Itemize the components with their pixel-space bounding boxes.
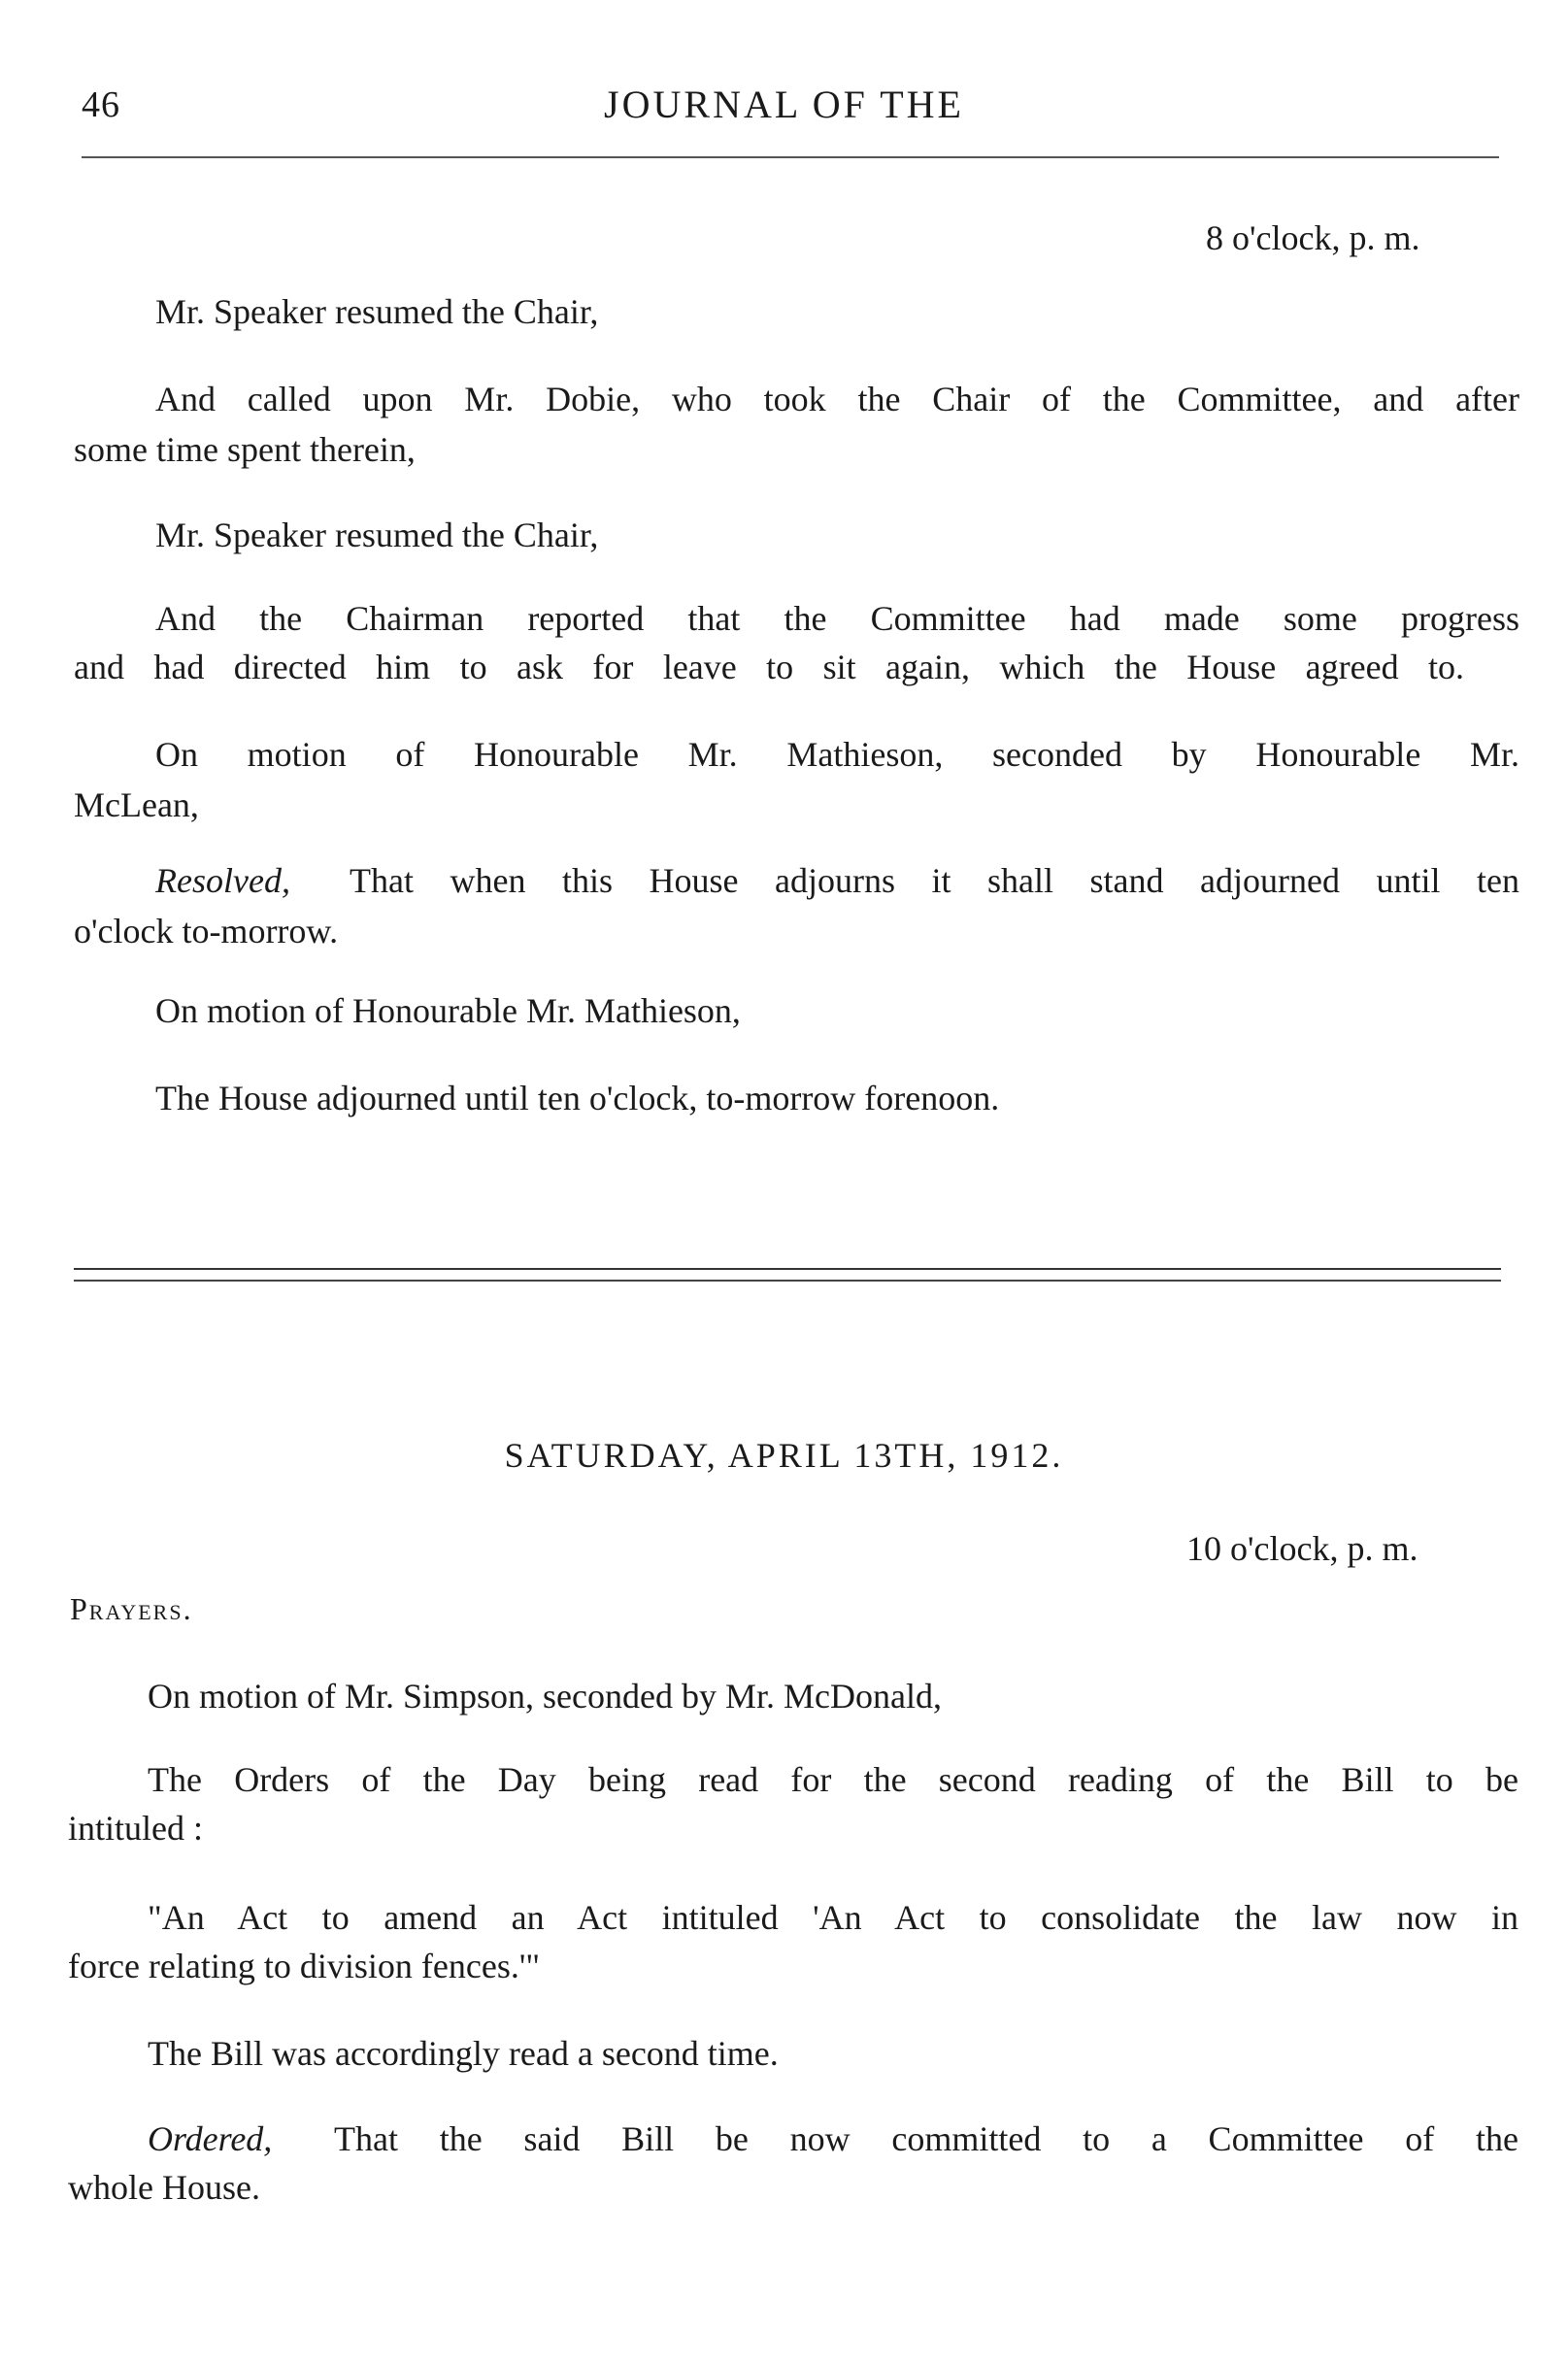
ordered-line2: whole House. <box>68 2168 260 2207</box>
prayers-heading: Prayers. <box>70 1591 193 1626</box>
resolved-line1: That when this House adjourns it shall stand adjourned until ten <box>350 861 1519 900</box>
paragraph-orders-line2: intituled : <box>68 1809 203 1848</box>
ordered-label: Ordered, <box>148 2119 273 2158</box>
resolved-label: Resolved, <box>155 861 290 900</box>
resolved-line2: o'clock to-morrow. <box>74 912 339 950</box>
paragraph-chairman-line1: And the Chairman reported that the Committee had made some progress <box>155 599 1519 638</box>
paragraph-speaker-resumed: Mr. Speaker resumed the Chair, <box>155 292 599 331</box>
paragraph-second-reading: The Bill was accordingly read a second time. <box>148 2034 779 2073</box>
section-divider-bottom <box>74 1280 1501 1282</box>
paragraph-house-adjourned: The House adjourned until ten o'clock, to-morrow forenoon. <box>155 1079 1000 1117</box>
section-divider-top <box>74 1268 1501 1270</box>
paragraph-act-title-line2: force relating to division fences.'" <box>68 1947 541 1985</box>
page-number: 46 <box>82 84 120 125</box>
paragraph-motion-mathieson-line2: McLean, <box>74 785 199 824</box>
sitting-time: 8 o'clock, p. m. <box>1206 218 1420 257</box>
paragraph-chairman-line2: and had directed him to ask for leave to sit again, which the House agreed to. <box>74 648 1464 686</box>
sitting-date: SATURDAY, APRIL 13TH, 1912. <box>504 1436 1064 1475</box>
header-rule <box>82 156 1499 158</box>
paragraph-orders-line1: The Orders of the Day being read for the second reading of the Bill to be <box>148 1760 1518 1799</box>
sitting-time-2: 10 o'clock, p. m. <box>1186 1529 1418 1568</box>
paragraph-motion-mathieson-line1: On motion of Honourable Mr. Mathieson, seconded by Honourable Mr. <box>155 735 1519 774</box>
paragraph-dobie-line2: some time spent therein, <box>74 430 416 469</box>
paragraph-dobie-line1: And called upon Mr. Dobie, who took the Chair of the Committee, and after <box>155 380 1519 418</box>
paragraph-speaker-resumed-2: Mr. Speaker resumed the Chair, <box>155 516 599 554</box>
ordered-line1: That the said Bill be now committed to a Committee of the <box>334 2119 1518 2158</box>
paragraph-act-title-line1: "An Act to amend an Act intituled 'An Act to consolidate the law now in <box>148 1898 1518 1937</box>
running-title: JOURNAL OF THE <box>604 83 964 126</box>
paragraph-motion-mathieson-2: On motion of Honourable Mr. Mathieson, <box>155 991 741 1030</box>
paragraph-motion-simpson: On motion of Mr. Simpson, seconded by Mr. McDonald, <box>148 1677 942 1716</box>
